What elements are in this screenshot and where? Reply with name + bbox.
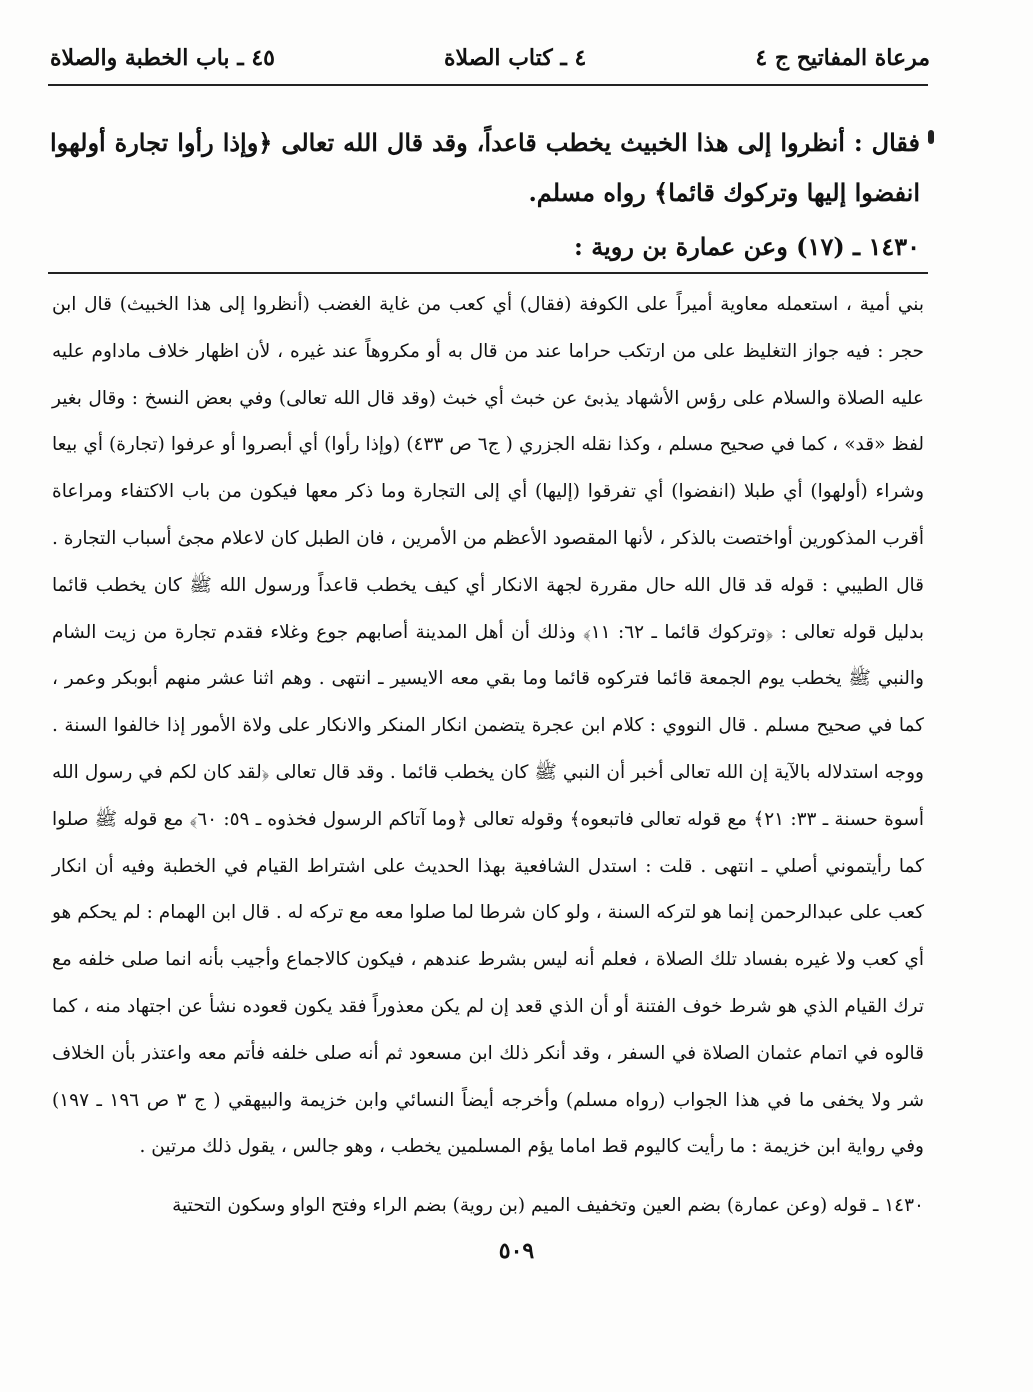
hadith-text: فقال : أنظروا إلى هذا الخبيث يخطب قاعداً، وقد قال الله تعالى ﴿وإذا رأوا تجارة أولهوا انفضوا إليها وتركوك قائما﴾ رواه مسلم. (50, 128, 920, 207)
scan-speck (928, 130, 934, 144)
header-section: ٤٥ ـ باب الخطبة والصلاة (50, 45, 275, 71)
commentary-text: بني أمية ، استعمله معاوية أميراً على الكوفة (فقال) أي كعب من غاية الغضب (أنظروا إلى هذا الخبيث) قال ابن حجر : فيه جواز التغليظ على من ارتكب حراما عند من قال به أو مكروهاً عند غيره ، لأن اظهار خلاف ماداوم عليه عليه الصلاة والسلام على رؤس الأشهاد يذبئ عن خبث أي خبث (وقد قال الله تعالى) وفي بعض النسخ : وقال بغير لفظ «قد» ، كما في صحيح مسلم ، وكذا نقله الجزري ( ج٦ ص ٤٣٣) (وإذا رأوا) أي أبصروا أو عرفوا (تجارة) أي بيعا وشراء (أولهوا) أي طبلا (انفضوا) أي تفرقوا (إليها) أي إلى التجارة وما ذكر معها فيكون من باب الاكتفاء ومراعاة أقرب المذكورين أواختصت بالذكر ، لأنها المقصود الأعظم من الأمرين ، فان الطبل كان لاعلام مجئ أسباب التجارة . قال الطيبي : قوله قد قال الله حال مقررة لجهة الانكار أي كيف يخطب قاعداً ورسول الله ﷺ كان يخطب قائما بدليل قوله تعالى : ﴿وتركوك قائما ـ ٦٢: ١١﴾ وذلك أن أهل المدينة أصابهم جوع وغلاء فقدم تجارة من زيت الشام والنبي ﷺ يخطب يوم الجمعة قائما فتركوه قائما وما بقي معه الايسير ـ انتهى . وهم اثنا عشر منهم أبوبكر وعمر ، كما في صحيح مسلم . قال النووي : كلام ابن عجرة يتضمن انكار المنكر والانكار على ولاة الأمور إذا خالفوا السنة . ووجه استدلاله بالآية إن الله تعالى أخبر أن النبي ﷺ كان يخطب قائما . وقد قال تعالى ﴿لقد كان لكم في رسول الله أسوة حسنة ـ ٣٣: ٢١﴾ مع قوله تعالى فاتبعوه﴾ وقوله تعالى ﴿وما آتاكم الرسول فخذوه ـ ٥٩: ٦٠﴾ مع قوله ﷺ صلوا كما رأيتموني أصلي ـ انتهى . قلت : استدل الشافعية بهذا الحديث على اشتراط القيام في الخطبة وفيه أن انكار كعب على عبدالرحمن إنما هو لتركه السنة ، ولو كان شرطا لما صلوا معه مع تركه له . قال ابن الهمام : لم يحكم هو أي كعب ولا غيره بفساد تلك الصلاة ، فعلم أنه ليس بشرط عندهم ، فيكون كالاجماع وأجيب بأنه انما صلى خلفه مع ترك القيام الذي هو شرط خوف الفتنة أو أن الذي قعد إن لم يكن معذوراً فقد يكون قعوده نشأ عن اجتهاد منه ، كما قالوه في اتمام عثمان الصلاة في السفر ، وقد أنكر ذلك ابن مسعود ثم أنه صلى خلفه فأتم معه واعتذر بأن الخلاف شر ولا يخفى ما في هذا الجواب (رواه مسلم) وأخرجه أيضاً النسائي وابن خزيمة والبيهقي ( ج ٣ ص ١٩٦ ـ ١٩٧) وفي رواية ابن خزيمة : ما رأيت كاليوم قط اماما يؤم المسلمين يخطب ، وهو جالس ، يقول ذلك مرتين . (52, 294, 924, 1158)
commentary-note: ١٤٣٠ ـ قوله (وعن عمارة) بضم العين وتخفيف الميم (بن روية) بضم الراء وفتح الواو وسكون التحتية (172, 1195, 924, 1217)
header-rule (48, 84, 928, 86)
next-hadith-heading: ١٤٣٠ ـ (١٧) وعن عمارة بن روية : (574, 232, 920, 261)
hadith-text-block (50, 118, 920, 272)
header-chapter: ٤ ـ كتاب الصلاة (444, 45, 587, 71)
header-book-title: مرعاة المفاتيح ج ٤ (755, 45, 930, 71)
commentary-separator-rule (48, 272, 928, 274)
commentary-block (52, 282, 924, 1230)
page-number: ٥٠٩ (498, 1238, 535, 1264)
running-header (50, 38, 930, 78)
